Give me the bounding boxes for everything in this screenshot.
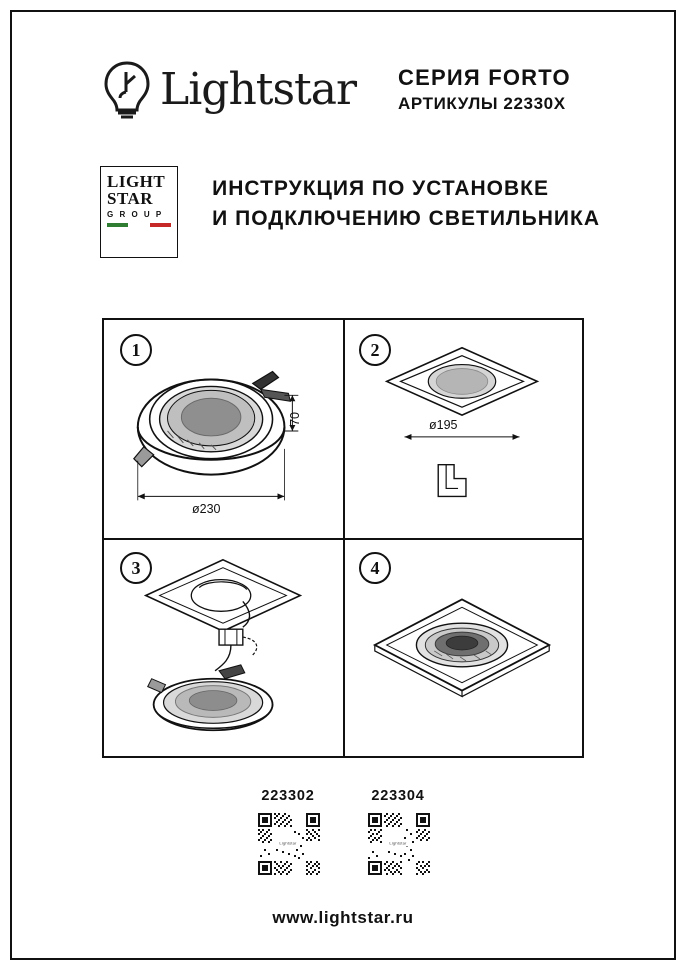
group-logo-color-bars: [107, 223, 171, 227]
instruction-title-line-2: И ПОДКЛЮЧЕНИЮ СВЕТИЛЬНИКА: [212, 207, 600, 231]
step-1-figure: [104, 320, 343, 538]
series-block: [398, 64, 571, 116]
lightstar-bulb-icon: [100, 59, 154, 121]
instruction-title-line-1: ИНСТРУКЦИЯ ПО УСТАНОВКЕ: [212, 177, 550, 200]
product-code-number: 223304: [371, 788, 425, 804]
qr-code-223302[interactable]: [257, 812, 319, 874]
step-1-cell: [104, 320, 343, 538]
instruction-title: [212, 166, 600, 235]
brand-name: Lightstar: [160, 64, 357, 115]
series-article: АРТИКУЛЫ 22330X: [398, 94, 566, 114]
qr-code-223304[interactable]: [367, 812, 429, 874]
website-url[interactable]: www.lightstar.ru: [272, 908, 414, 927]
qr-center-label: Lightstar: [389, 840, 407, 846]
group-logo-line-3: G R O U P: [107, 210, 164, 219]
step-2-cell: [343, 320, 582, 538]
product-code-item: [350, 788, 446, 874]
group-logo-line-1: LIGHT: [107, 172, 166, 191]
brand-logo: [100, 59, 356, 121]
qr-center-label: Lightstar: [279, 840, 297, 846]
lightstar-group-logo: [100, 166, 178, 258]
step-2-figure: [343, 320, 582, 538]
product-codes: [240, 788, 446, 874]
step-2-number: 2: [359, 334, 391, 366]
step-1-number: 1: [120, 334, 152, 366]
step-4-number: 4: [359, 552, 391, 584]
installation-steps-grid: [102, 318, 584, 758]
group-logo-line-2: STAR: [107, 189, 154, 208]
document-header: [100, 50, 600, 130]
step-1-height-label: 70: [288, 412, 302, 426]
step-4-cell: [343, 538, 582, 756]
instruction-header: [100, 166, 600, 262]
step-1-diameter-label: ø230: [192, 502, 221, 516]
step-2-hole-diameter-label: ø195: [429, 418, 458, 432]
step-4-figure: [343, 538, 582, 756]
series-title: СЕРИЯ FORTO: [398, 64, 571, 90]
step-3-number: 3: [120, 552, 152, 584]
product-code-item: [240, 788, 336, 874]
product-code-number: 223302: [261, 788, 315, 804]
step-3-cell: [104, 538, 343, 756]
step-3-figure: [104, 538, 343, 756]
